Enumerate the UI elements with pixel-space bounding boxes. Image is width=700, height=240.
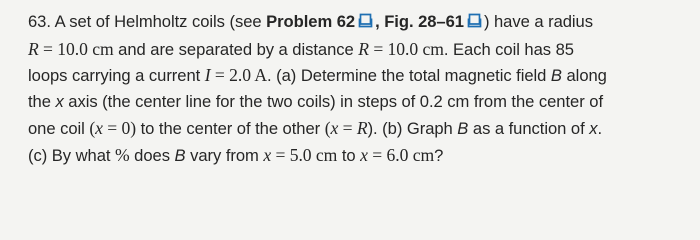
text-segment: the xyxy=(28,91,56,111)
problem-line-3 xyxy=(28,62,692,89)
variable-B: B xyxy=(457,119,469,138)
text-segment: loops carrying a current xyxy=(28,66,205,85)
math-value: = 10.0 cm xyxy=(368,38,444,59)
problem-number: 63. xyxy=(28,12,51,31)
problem-line-4 xyxy=(28,89,692,116)
figure-reference-link[interactable]: Fig. 28–61 xyxy=(384,12,464,31)
text-segment: axis (the center line for the two coils) in steps of 0.2 cm from the center of xyxy=(63,91,604,111)
math-value: = 5.0 cm xyxy=(271,144,338,165)
math-close: ). xyxy=(367,119,378,138)
problem-reference-link[interactable]: Problem 62 xyxy=(266,12,356,31)
text-segment: ) have a radius xyxy=(483,12,593,31)
variable-R: R xyxy=(356,118,368,138)
text-segment: to xyxy=(337,145,361,165)
text-segment: . (a) Determine the total magnetic field xyxy=(267,66,551,85)
problem-line-5 xyxy=(28,115,692,142)
problem-line-1 xyxy=(28,9,692,36)
variable-x: x xyxy=(360,144,368,165)
text-segment: does xyxy=(129,145,175,165)
variable-x: x xyxy=(330,118,339,138)
variable-I: I xyxy=(204,65,211,85)
text-segment: (c) By what xyxy=(28,145,115,165)
text-segment: to the center of the other xyxy=(136,119,325,138)
text-segment: one coil xyxy=(28,119,90,138)
variable-R: R xyxy=(28,38,39,59)
reference-book-icon[interactable] xyxy=(467,13,482,28)
problem-line-6 xyxy=(28,142,692,169)
math-paren: ( xyxy=(324,118,331,138)
math-equals: = xyxy=(338,118,357,138)
variable-x: x xyxy=(589,119,598,138)
math-paren: ( xyxy=(89,118,96,138)
variable-R: R xyxy=(358,38,369,59)
figure-separator-comma: , xyxy=(375,12,380,31)
percent-sign: % xyxy=(115,144,130,165)
math-value: = 0) xyxy=(102,118,137,138)
text-segment: and are separated by a distance xyxy=(113,39,359,59)
variable-B: B xyxy=(174,145,186,165)
variable-x: x xyxy=(55,91,64,111)
math-value: = 2.0 A xyxy=(210,65,268,85)
text-segment: ? xyxy=(434,145,444,165)
text-segment: . xyxy=(597,119,603,138)
text-segment: vary from xyxy=(185,145,264,165)
math-value: = 10.0 cm xyxy=(38,38,114,59)
text-segment: A set of Helmholtz coils (see xyxy=(54,12,267,31)
variable-x: x xyxy=(95,118,103,138)
text-segment: as a function of xyxy=(468,119,590,138)
text-segment: (b) Graph xyxy=(377,119,458,138)
text-segment: . Each coil has 85 xyxy=(443,39,574,59)
text-segment: along xyxy=(561,66,607,85)
problem-line-2 xyxy=(28,36,692,63)
variable-B: B xyxy=(550,66,562,85)
reference-book-icon[interactable] xyxy=(358,13,373,28)
math-value: = 6.0 cm xyxy=(367,144,435,165)
variable-x: x xyxy=(263,144,272,165)
